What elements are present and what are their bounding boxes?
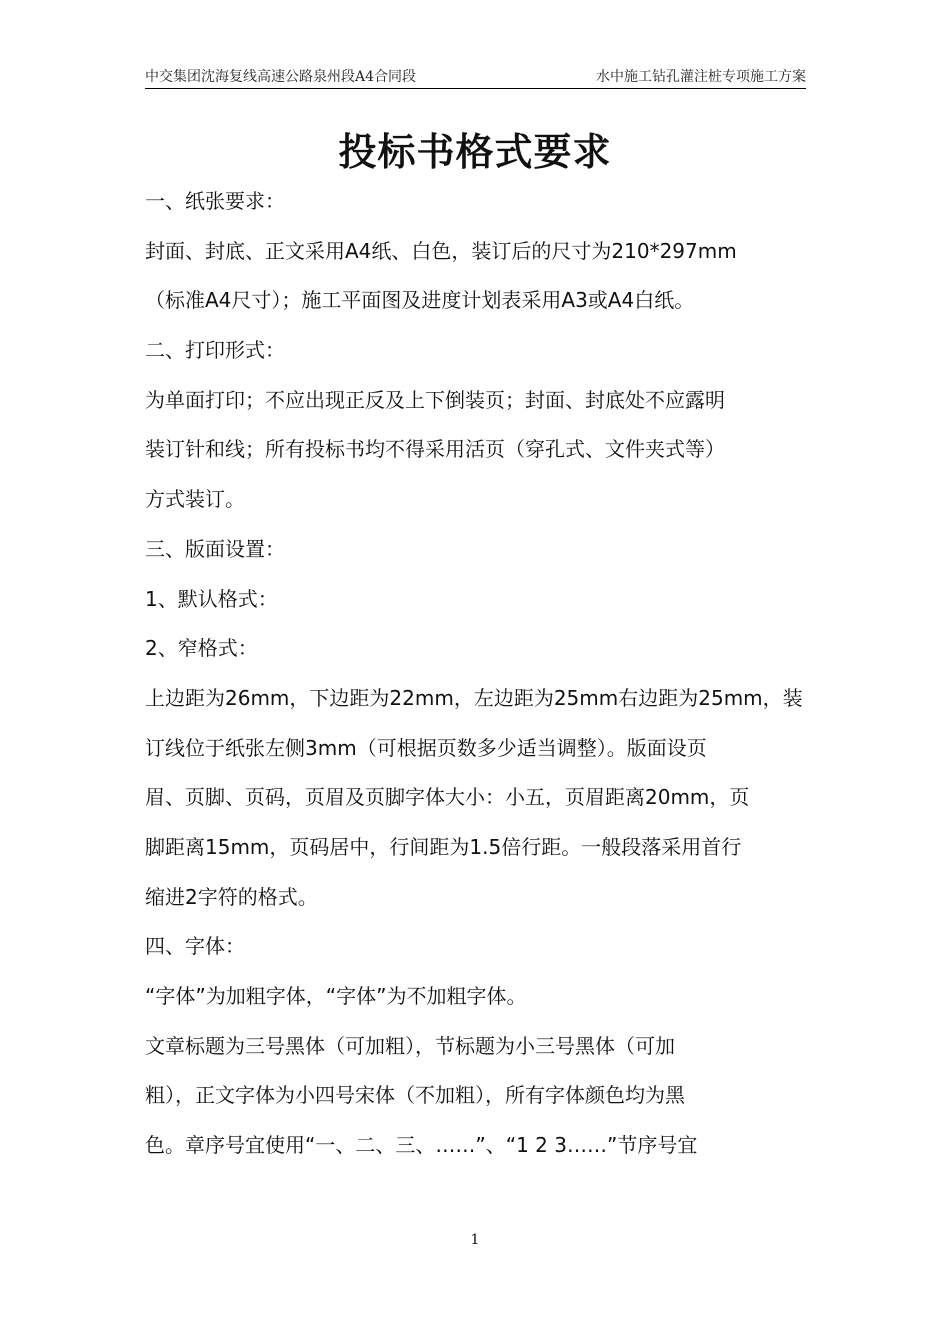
subsection-default-format: 1、默认格式： [145, 586, 278, 611]
header-document-name: 水中施工钻孔灌注桩专项施工方案 [596, 69, 806, 85]
text-line: 粗），正文字体为小四号宋体（不加粗），所有字体颜色均为黑 [145, 1083, 685, 1108]
text-line: 封面、封底、正文采用A4纸、白色，装订后的尺寸为210*297mm [145, 238, 737, 263]
section-heading-layout: 三、版面设置： [145, 536, 285, 561]
text-line: “字体”为加粗字体，“字体”为不加粗字体。 [145, 984, 527, 1008]
document-title: 投标书格式要求 [338, 130, 612, 174]
document-body [145, 177, 810, 1171]
text-line: 文章标题为三号黑体（可加粗），节标题为小三号黑体（可加 [145, 1033, 675, 1058]
text-line: 方式装订。 [145, 487, 245, 512]
subsection-narrow-format: 2、窄格式： [145, 636, 258, 661]
text-line: 为单面打印；不应出现正反及上下倒装页；封面、封底处不应露明 [145, 387, 725, 412]
page-header [145, 64, 806, 89]
page-number: 1 [470, 1232, 480, 1248]
text-line: 脚距离15mm，页码居中，行间距为1.5倍行距。一般段落采用首行 [145, 834, 742, 859]
section-heading-printing: 二、打印形式： [145, 338, 285, 363]
text-line: 眉、页脚、页码，页眉及页脚字体大小：小五，页眉距离20mm，页 [145, 785, 750, 810]
section-heading-fonts: 四、字体： [145, 934, 245, 959]
text-line: （标准A4尺寸）；施工平面图及进度计划表采用A3或A4白纸。 [145, 288, 695, 313]
text-line: 装订针和线；所有投标书均不得采用活页（穿孔式、文件夹式等） [145, 437, 725, 462]
text-line: 色。章序号宜使用“一、二、三、……”、“1 2 3……”节序号宜 [145, 1133, 698, 1158]
text-line: 缩进2字符的格式。 [145, 884, 318, 909]
section-heading-paper: 一、纸张要求： [145, 189, 285, 213]
text-line: 上边距为26mm，下边距为22mm，左边距为25mm右边距为25mm，装 [145, 685, 803, 710]
text-line: 订线位于纸张左侧3mm（可根据页数多少适当调整）。版面设页 [145, 735, 707, 760]
header-project-name: 中交集团沈海复线高速公路泉州段A4合同段 [145, 69, 417, 85]
